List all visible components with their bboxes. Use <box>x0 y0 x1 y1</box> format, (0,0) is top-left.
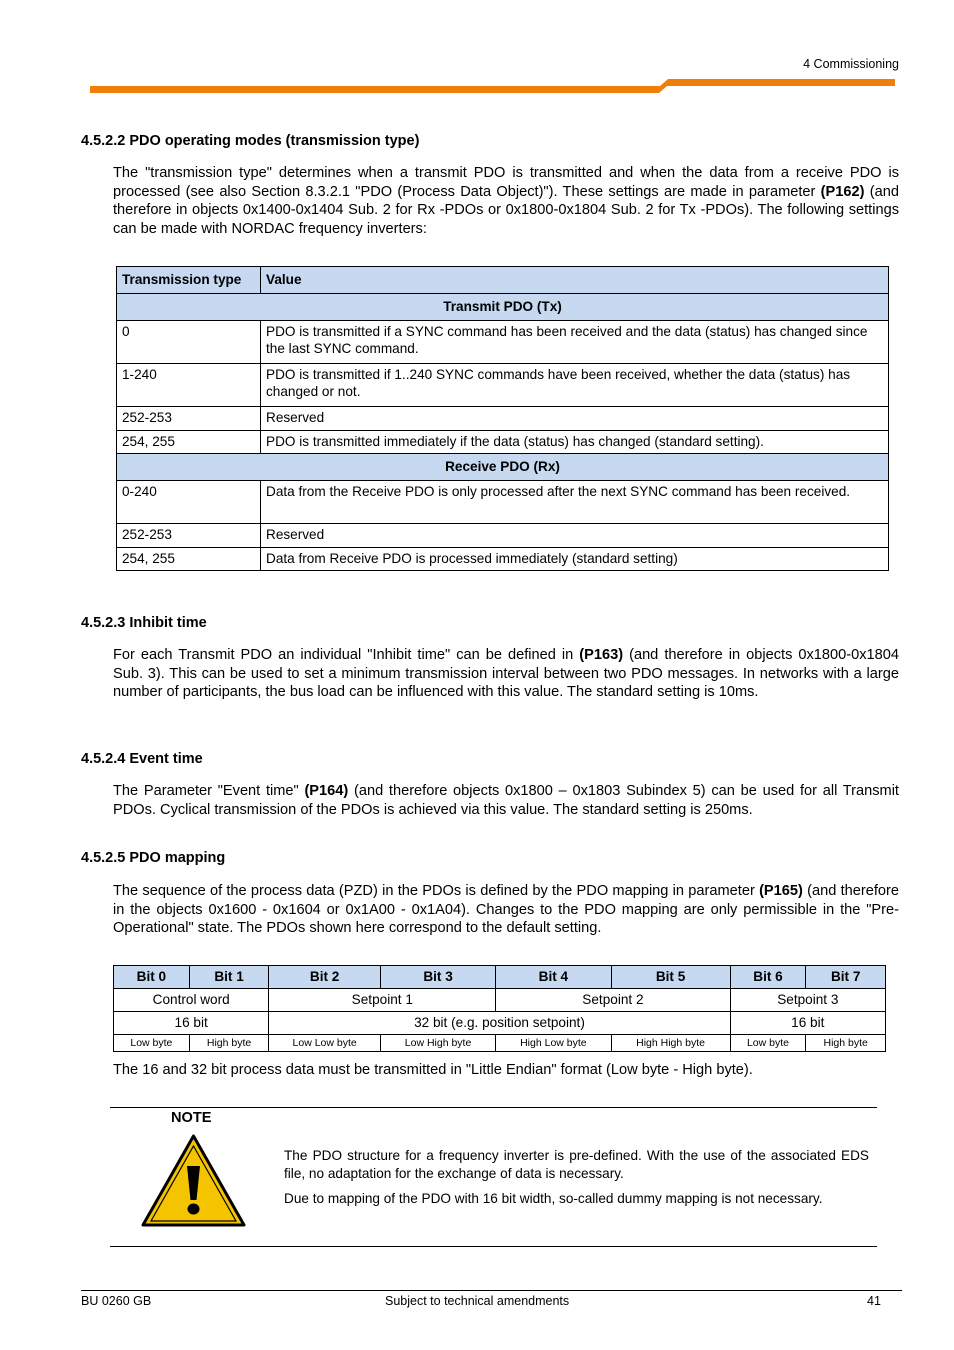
table-row: Low byte High byte Low Low byte Low High byte High Low byte High High byte Low byte High byte <box>114 1035 886 1052</box>
little-endian-note: The 16 and 32 bit process data must be transmitted in "Little Endian" format (Low byte - High byte). <box>113 1062 753 1078</box>
transmission-type-table <box>116 266 889 571</box>
footer-rule <box>81 1290 902 1291</box>
transmit-pdo-section: Transmit PDO (Tx) <box>117 294 889 321</box>
table-row: 252-253 Reserved <box>117 524 889 548</box>
table-row: Bit 0 Bit 1 Bit 2 Bit 3 Bit 4 Bit 5 Bit 6 Bit 7 <box>114 966 886 989</box>
column-header-value: Value <box>261 267 889 294</box>
table-row: 16 bit 32 bit (e.g. position setpoint) 16 bit <box>114 1012 886 1035</box>
pdo-mapping-paragraph: The sequence of the process data (PZD) in the PDOs is defined by the PDO mapping in parameter (P165) (and therefore in the objects 0x1600 - 0x1604 or 0x1A00 - 0x1A04). Changes to the PDO mapping are only permissible in the "Pre-Operational" state. The PDOs shown here correspond to the default setting. <box>113 883 900 936</box>
note-title: NOTE <box>171 1110 212 1126</box>
footer-center-text: Subject to technical amendments <box>385 1294 570 1308</box>
pdo-mapping-table <box>113 965 886 1052</box>
table-row: 252-253 Reserved <box>117 407 889 431</box>
note-bottom-rule <box>110 1246 877 1247</box>
table-row: Control word Setpoint 1 Setpoint 2 Setpoint 3 <box>114 989 886 1012</box>
note-paragraph-1: The PDO structure for a frequency inverter is pre-defined. With the use of the associated EDS file, no adaptation for the exchange of data is necessary. <box>284 1148 869 1181</box>
table-row: 1-240 PDO is transmitted if 1..240 SYNC commands have been received, whether the data (status) has changed or not. <box>117 364 889 407</box>
note-paragraph-2: Due to mapping of the PDO with 16 bit width, so-called dummy mapping is not necessary. <box>284 1191 823 1206</box>
footer-doc-id: BU 0260 GB <box>81 1294 152 1308</box>
section-heading-pdo-mapping: 4.5.2.5 PDO mapping <box>81 850 226 866</box>
inhibit-time-paragraph: For each Transmit PDO an individual "Inhibit time" can be defined in (P163) (and therefore in objects 0x1800-0x1804 Sub. 3). This can be used to set a minimum transmission interval between two PDO messages. In networks with a large number of participants, the bus load can be influenced with this value. The standard setting is 10ms. <box>113 647 899 700</box>
event-time-paragraph: The Parameter "Event time" (P164) (and therefore objects 0x1800 – 0x1803 Subindex 5) can be used for all Transmit PDOs. Cyclical transmission of the PDOs is achieved via this value. The standard setting is 250ms. <box>113 783 899 818</box>
table-row: 254, 255 PDO is transmitted immediately if the data (status) has changed (standard setting). <box>117 430 889 454</box>
chapter-header: 4 Commissioning <box>803 57 899 71</box>
transmission-type-paragraph: The "transmission type" determines when a transmit PDO is transmitted and when the data from a receive PDO is processed (see also Section 8.3.2.1 "PDO (Process Data Object)"). These settings are made in parameter (P162) (and therefore in objects 0x1400-0x1404 Sub. 2 for Rx -PDOs or 0x1800-0x1804 Sub. 2 for Tx -PDOs). The following settings can be made with NORDAC frequency inverters: <box>113 165 899 237</box>
table-row: 254, 255 Data from Receive PDO is processed immediately (standard setting) <box>117 547 889 571</box>
section-heading-event-time: 4.5.2.4 Event time <box>81 751 203 767</box>
section-heading-transmission-type: 4.5.2.2 PDO operating modes (transmission type) <box>81 133 420 149</box>
table-row: 0-240 Data from the Receive PDO is only processed after the next SYNC command has been received. <box>117 481 889 524</box>
receive-pdo-section: Receive PDO (Rx) <box>117 454 889 481</box>
column-header-transmission-type: Transmission type <box>117 267 261 294</box>
page-number: 41 <box>867 1294 881 1308</box>
header-orange-bar <box>90 79 895 93</box>
section-heading-inhibit-time: 4.5.2.3 Inhibit time <box>81 615 207 631</box>
warning-triangle-icon <box>141 1134 246 1227</box>
table-row: 0 PDO is transmitted if a SYNC command has been received and the data (status) has changed since the last SYNC command. <box>117 321 889 364</box>
note-top-rule <box>110 1107 877 1108</box>
